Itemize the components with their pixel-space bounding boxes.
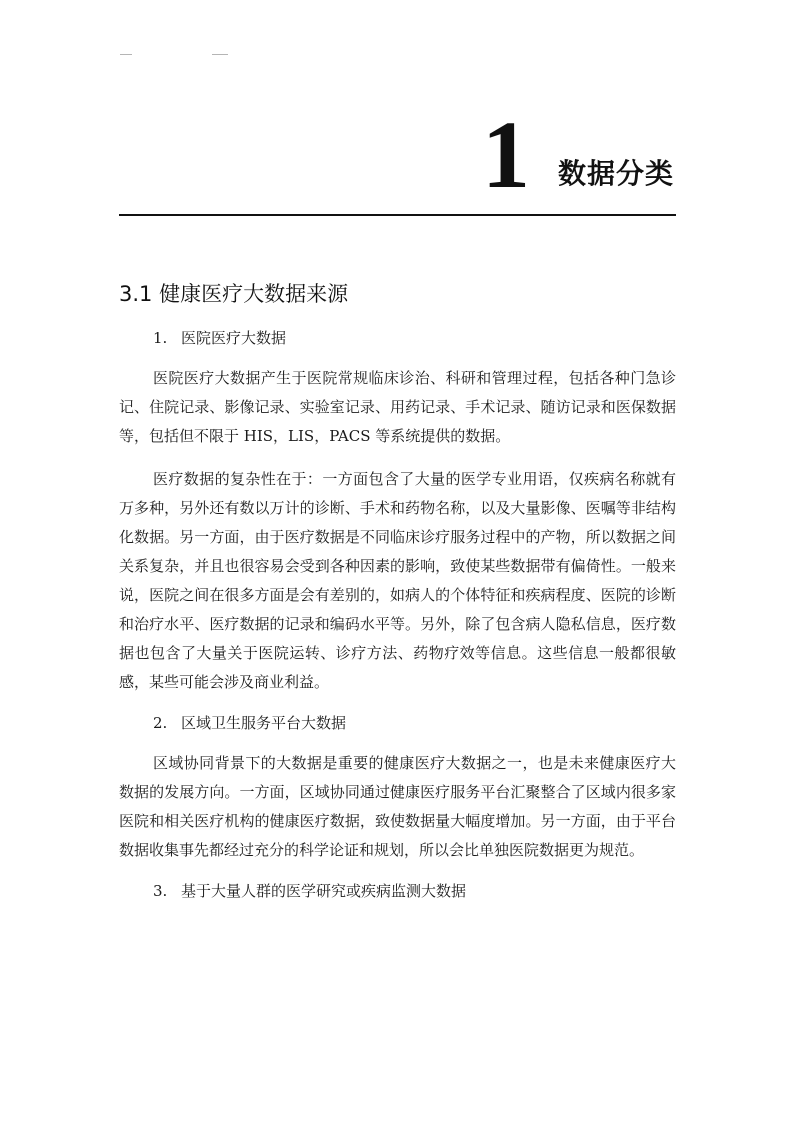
header-marks [120,50,260,60]
chapter-heading [119,100,676,210]
item-number: 2. [153,714,168,732]
paragraph: 医疗数据的复杂性在于：一方面包含了大量的医学专业用语，仅疾病名称就有万多种，另外还有数以万计的诊断、手术和药物名称，以及大量影像、医嘱等非结构化数据。另一方面，由于医疗数据是不同临床诊疗服务过程中的产物，所以数据之间关系复杂，并且也很容易会受到各种因素的影响，致使某些数据带有偏倚性。一般来说，医院之间在很多方面是会有差别的，如病人的个体特征和疾病程度、医院的诊断和治疗水平、医疗数据的记录和编码水平等。另外，除了包含病人隐私信息，医疗数据也包含了大量关于医院运转、诊疗方法、药物疗效等信息。这些信息一般都很敏感，某些可能会涉及商业利益。 [119,470,676,691]
header-mark-left [120,54,132,55]
numbered-heading [119,879,676,903]
section-title: 3.1 健康医疗大数据来源 [119,282,349,306]
paragraph: 医院医疗大数据产生于医院常规临床诊治、科研和管理过程，包括各种门急诊记、住院记录、影像记录、实验室记录、用药记录、手术记录、随访记录和医保数据等，包括但不限于 HIS，LIS，PACS 等系统提供的数据。 [119,369,676,445]
item-heading: 基于大量人群的医学研究或疾病监测大数据 [181,882,467,900]
numbered-heading [119,326,676,350]
chapter-number: 1 [482,101,530,208]
item-heading: 区域卫生服务平台大数据 [181,714,347,732]
item-population-research-data [119,879,676,903]
chapter-title: 数据分类 [557,157,674,190]
paragraph: 区域协同背景下的大数据是重要的健康医疗大数据之一，也是未来健康医疗大数据的发展方向。一方面，区域协同通过健康医疗服务平台汇聚整合了区域内很多家医院和相关医疗机构的健康医疗数据，致使数据量大幅度增加。另一方面，由于平台数据收集事先都经过充分的科学论证和规划，所以会比单独医院数据更为规范。 [119,754,676,859]
header-mark-right [212,54,228,55]
item-number: 3. [153,882,168,900]
item-number: 1. [153,329,168,347]
item-regional-platform-data [119,711,676,865]
item-hospital-data [119,326,676,697]
chapter-rule [119,214,676,216]
item-heading: 医院医疗大数据 [181,329,287,347]
numbered-heading [119,711,676,735]
page-content [119,276,676,917]
